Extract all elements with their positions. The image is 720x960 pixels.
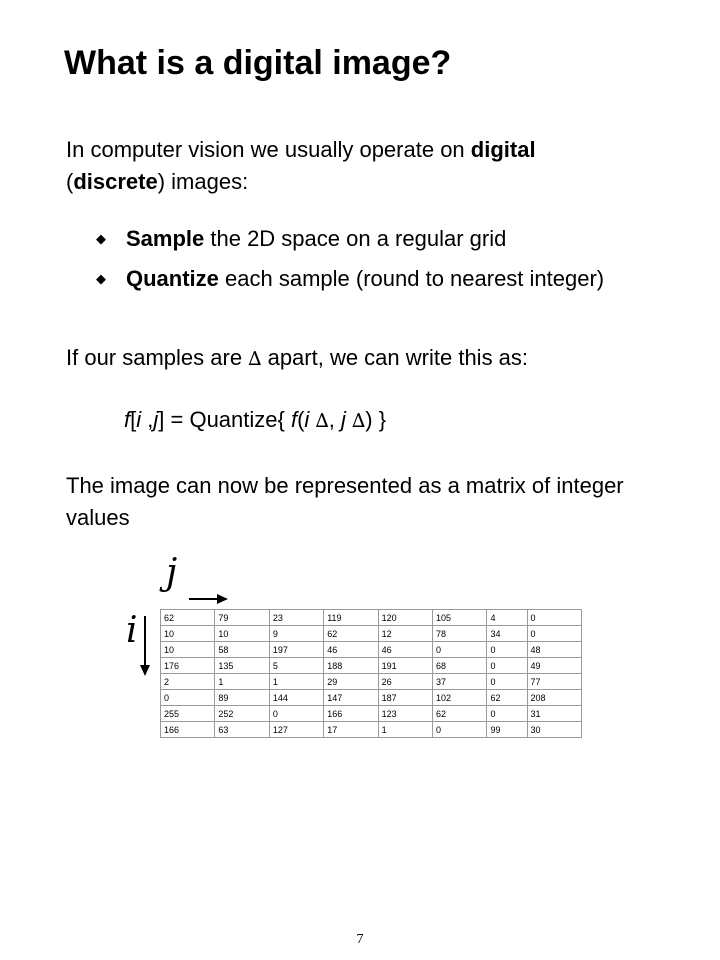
matrix-row bbox=[161, 722, 582, 738]
matrix-row bbox=[161, 626, 582, 642]
matrix-cell: 1 bbox=[378, 722, 432, 738]
matrix-row bbox=[161, 674, 582, 690]
matrix-cell: 127 bbox=[269, 722, 323, 738]
formula-f: f bbox=[290, 407, 298, 432]
matrix-cell: 62 bbox=[324, 626, 378, 642]
slide-title: What is a digital image? bbox=[64, 44, 452, 82]
formula-part: , bbox=[141, 407, 154, 432]
matrix-cell: 12 bbox=[378, 626, 432, 642]
matrix-row bbox=[161, 642, 582, 658]
matrix-cell: 0 bbox=[527, 610, 582, 626]
matrix-cell: 0 bbox=[433, 642, 487, 658]
matrix-cell: 99 bbox=[487, 722, 527, 738]
intro-text-middle: ( bbox=[66, 169, 74, 194]
formula-part: ) } bbox=[365, 407, 387, 432]
row-index-label: i bbox=[126, 610, 138, 651]
intro-text-before: In computer vision we usually operate on bbox=[66, 137, 471, 162]
formula-part: [ bbox=[130, 407, 137, 432]
formula-f: f bbox=[124, 407, 131, 432]
formula-delta: ∆ bbox=[315, 410, 329, 432]
bullet-bold-term: Sample bbox=[126, 226, 205, 251]
matrix-cell: 0 bbox=[487, 642, 527, 658]
matrix-cell: 0 bbox=[487, 706, 527, 722]
formula-delta: ∆ bbox=[351, 410, 366, 432]
matrix-row bbox=[161, 690, 582, 706]
pixel-matrix-table bbox=[160, 609, 582, 738]
sampling-text-before: If our samples are bbox=[66, 345, 249, 370]
matrix-cell: 62 bbox=[433, 706, 487, 722]
formula-part: , bbox=[328, 407, 341, 432]
matrix-cell: 2 bbox=[161, 674, 215, 690]
conclusion-paragraph: The image can now be represented as a matrix of integer values bbox=[66, 473, 624, 530]
formula-i: i bbox=[304, 407, 310, 432]
matrix-cell: 187 bbox=[378, 690, 432, 706]
matrix-cell: 1 bbox=[269, 674, 323, 690]
intro-text-after: ) images: bbox=[157, 169, 249, 194]
matrix-cell: 0 bbox=[161, 690, 215, 706]
sampling-text-after: apart, we can write this as: bbox=[261, 345, 529, 370]
matrix-cell: 23 bbox=[269, 610, 323, 626]
matrix-cell: 144 bbox=[269, 690, 323, 706]
formula-part: ] = Quantize{ bbox=[158, 407, 291, 432]
diamond-bullet-icon: ◆ bbox=[96, 231, 106, 246]
matrix-cell: 62 bbox=[161, 610, 215, 626]
matrix-cell: 30 bbox=[527, 722, 582, 738]
matrix-cell: 255 bbox=[161, 706, 215, 722]
delta-symbol: ∆ bbox=[248, 348, 262, 370]
column-arrow-icon bbox=[189, 594, 228, 604]
matrix-row bbox=[161, 706, 582, 722]
matrix-cell: 58 bbox=[215, 642, 269, 658]
matrix-cell: 208 bbox=[527, 690, 582, 706]
matrix-cell: 62 bbox=[487, 690, 527, 706]
matrix-cell: 0 bbox=[269, 706, 323, 722]
matrix-cell: 0 bbox=[487, 674, 527, 690]
matrix-cell: 166 bbox=[324, 706, 378, 722]
matrix-cell: 46 bbox=[378, 642, 432, 658]
matrix-cell: 10 bbox=[215, 626, 269, 642]
matrix-cell: 37 bbox=[433, 674, 487, 690]
matrix-cell: 26 bbox=[378, 674, 432, 690]
matrix-cell: 34 bbox=[487, 626, 527, 642]
matrix-cell: 105 bbox=[433, 610, 487, 626]
matrix-cell: 147 bbox=[324, 690, 378, 706]
matrix-cell: 102 bbox=[433, 690, 487, 706]
matrix-cell: 46 bbox=[324, 642, 378, 658]
matrix-cell: 77 bbox=[527, 674, 582, 690]
formula-part: ( bbox=[297, 407, 305, 432]
matrix-cell: 17 bbox=[324, 722, 378, 738]
matrix-cell: 10 bbox=[161, 626, 215, 642]
matrix-cell: 252 bbox=[215, 706, 269, 722]
matrix-cell: 63 bbox=[215, 722, 269, 738]
matrix-cell: 10 bbox=[161, 642, 215, 658]
matrix-cell: 79 bbox=[215, 610, 269, 626]
intro-bold-discrete: discrete bbox=[73, 169, 158, 194]
matrix-cell: 191 bbox=[378, 658, 432, 674]
matrix-cell: 0 bbox=[527, 626, 582, 642]
formula-i: i bbox=[136, 407, 142, 432]
matrix-cell: 166 bbox=[161, 722, 215, 738]
matrix-cell: 120 bbox=[378, 610, 432, 626]
bullet-text: each sample (round to nearest integer) bbox=[218, 266, 605, 291]
matrix-cell: 29 bbox=[324, 674, 378, 690]
matrix-cell: 119 bbox=[324, 610, 378, 626]
matrix-cell: 0 bbox=[433, 722, 487, 738]
formula-j: j bbox=[340, 407, 346, 432]
matrix-cell: 5 bbox=[269, 658, 323, 674]
matrix-cell: 89 bbox=[215, 690, 269, 706]
row-arrow-icon bbox=[140, 616, 150, 676]
matrix-cell: 188 bbox=[324, 658, 378, 674]
matrix-cell: 123 bbox=[378, 706, 432, 722]
matrix-cell: 135 bbox=[215, 658, 269, 674]
diamond-bullet-icon: ◆ bbox=[96, 271, 106, 286]
matrix-cell: 78 bbox=[433, 626, 487, 642]
matrix-cell: 4 bbox=[487, 610, 527, 626]
bullet-text: the 2D space on a regular grid bbox=[204, 226, 507, 251]
page-number: 7 bbox=[356, 932, 364, 947]
matrix-cell: 9 bbox=[269, 626, 323, 642]
matrix-cell: 0 bbox=[487, 658, 527, 674]
matrix-cell: 48 bbox=[527, 642, 582, 658]
intro-bold-digital: digital bbox=[470, 137, 536, 162]
matrix-row bbox=[161, 610, 582, 626]
matrix-cell: 49 bbox=[527, 658, 582, 674]
column-index-label: j bbox=[166, 552, 178, 593]
matrix-cell: 197 bbox=[269, 642, 323, 658]
matrix-cell: 176 bbox=[161, 658, 215, 674]
formula-j: j bbox=[153, 407, 159, 432]
bullet-bold-term: Quantize bbox=[126, 266, 219, 291]
matrix-cell: 1 bbox=[215, 674, 269, 690]
matrix-cell: 31 bbox=[527, 706, 582, 722]
matrix-cell: 68 bbox=[433, 658, 487, 674]
matrix-row bbox=[161, 658, 582, 674]
